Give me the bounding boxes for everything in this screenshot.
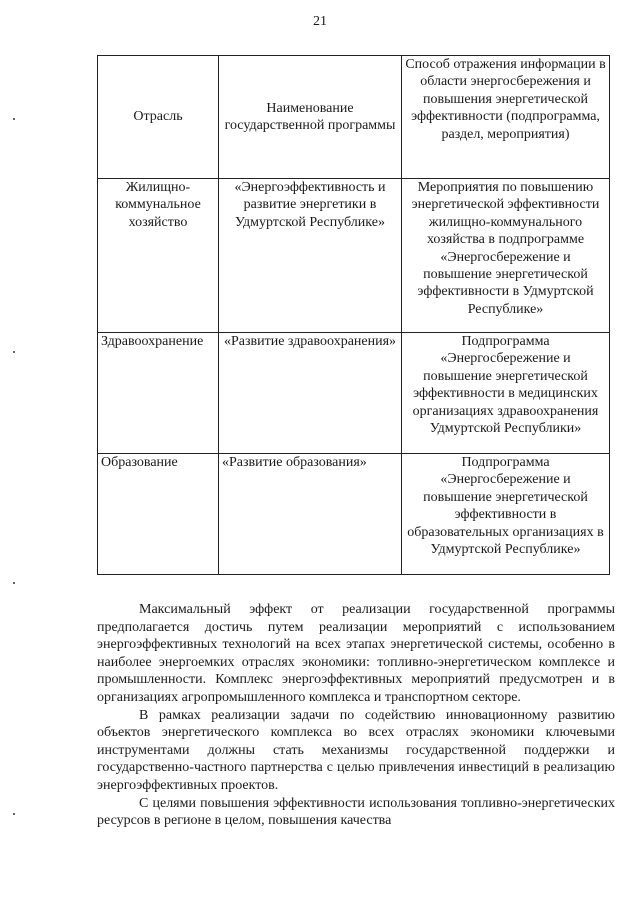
table-row	[98, 333, 610, 454]
body-text	[97, 601, 615, 830]
paragraph: С целями повышения эффективности использования топливно-энергетических ресурсов в регионе в целом, повышения качества	[97, 795, 615, 829]
paragraph: В рамках реализации задачи по содействию инновационному развитию объектов энергетического комплекса во всех отраслях экономики ключевыми инструментами должны стать механизмы государственной поддержки и государственно-частного партнерства с целью привлечения инвестиций в реализацию энергоэффективных проектов.	[97, 707, 615, 793]
cell-reflection: Подпрограмма «Энергосбережение и повышение энергетической эффективности в образовательных организациях в Удмуртской Республике»	[402, 454, 610, 575]
table-row	[98, 179, 610, 333]
cell-industry: Жилищно-коммунальное хозяйство	[98, 179, 219, 333]
header-industry: Отрасль	[98, 56, 219, 179]
page-number: 21	[313, 14, 327, 29]
margin-dot	[13, 118, 15, 120]
header-program: Наименование государственной программы	[219, 56, 402, 179]
cell-reflection: Подпрограмма «Энергосбережение и повышение энергетической эффективности в медицинских организациях здравоохранения Удмуртской Республики»	[402, 333, 610, 454]
programs-table	[97, 55, 610, 575]
cell-industry: Здравоохранение	[98, 333, 219, 454]
table-row	[98, 454, 610, 575]
cell-program: «Энергоэффективность и развитие энергетики в Удмуртской Республике»	[219, 179, 402, 333]
table-header-row	[98, 56, 610, 179]
cell-industry: Образование	[98, 454, 219, 575]
margin-dot	[13, 351, 15, 353]
cell-program: «Развитие образования»	[219, 454, 402, 575]
cell-program: «Развитие здравоохранения»	[219, 333, 402, 454]
paragraph: Максимальный эффект от реализации государственной программы предполагается достичь путем реализации мероприятий с использованием энергоэффективных технологий на всех этапах энергетической системы, особенно в наиболее энергоемких отраслях экономики: топливно-энергетическом комплексе и промышленности. Комплекс энергоэффективных мероприятий предусмотрен и в организациях агропромышленного комплекса и транспортном секторе.	[97, 602, 615, 705]
margin-dot	[13, 582, 15, 584]
header-reflection: Способ отражения информации в области энергосбережения и повышения энергетической эффективности (подпрограмма, раздел, мероприятия)	[402, 56, 610, 179]
margin-dot	[13, 813, 15, 815]
cell-reflection: Мероприятия по повышению энергетической эффективности жилищно-коммунального хозяйства в подпрограмме «Энергосбережение и повышение энергетической эффективности в Удмуртской Республике»	[402, 179, 610, 333]
